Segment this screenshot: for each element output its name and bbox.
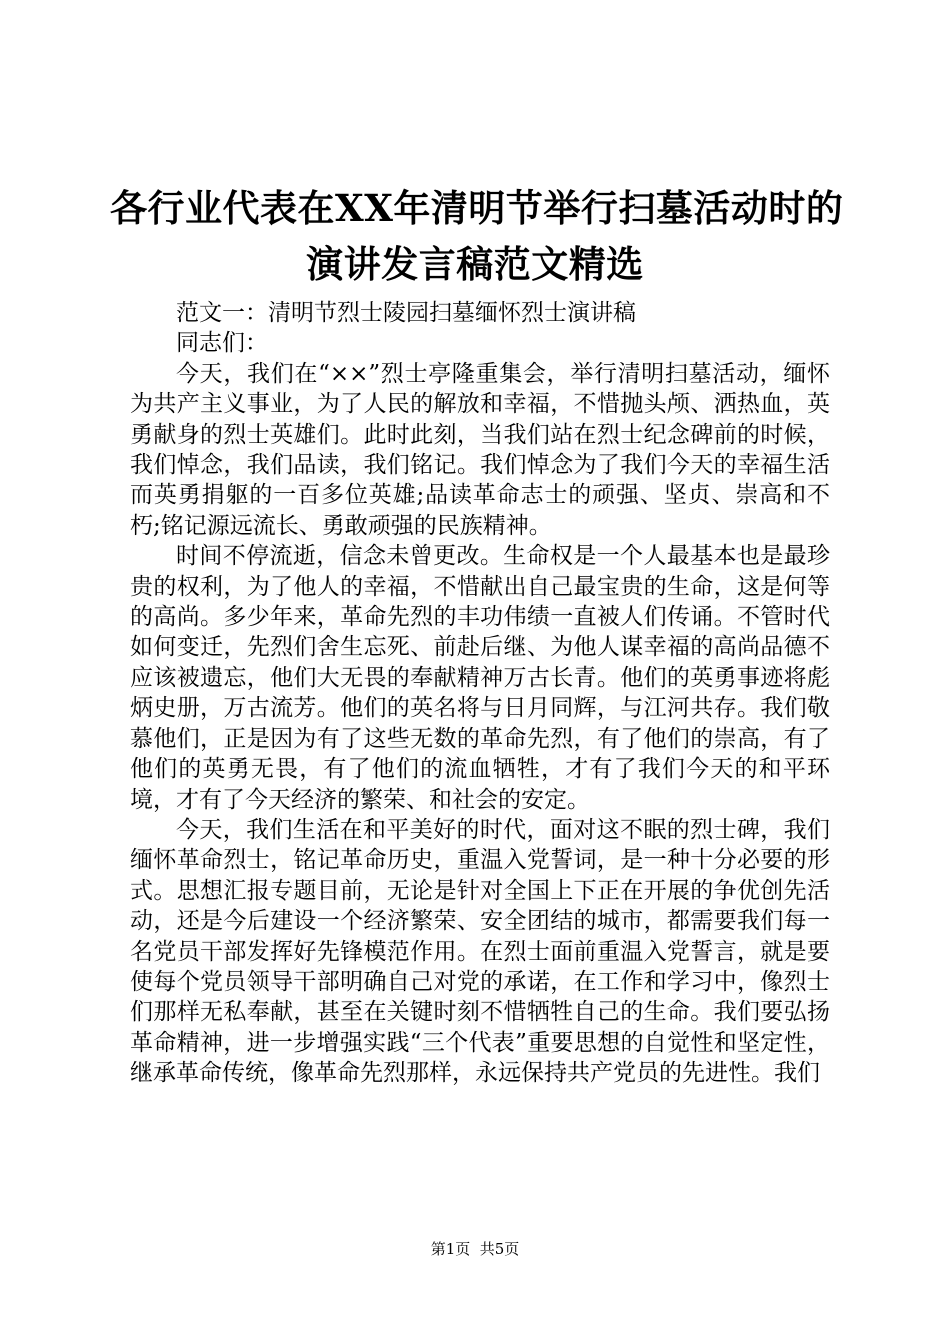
salutation: 同志们： [176, 330, 268, 357]
body-paragraph: 时间不停流逝，信念未曾更改。生命权是一个人最基本也是最珍贵的权利，为了他人的幸福，不惜献出自己最宝贵的生命，这是何等的高尚。多少年来，革命先烈的丰功伟绩一直被人们传诵。不管时代如何变迁，先烈们舍生忘死、前赴后继、为他人谋幸福的高尚品德不应该被遗忘，他们大无畏的奉献精神万古长青。他们的英勇事迹将彪炳史册，万古流芳。他们的英名将与日月同辉，与江河共存。我们敬慕他们，正是因为有了这些无数的革命先烈，有了他们的崇高，有了他们的英勇无畏，有了他们的流血牺牲，才有了我们今天的和平环境，才有了今天经济的繁荣、和社会的安定。 [130, 543, 830, 813]
document-title-line-1: 各行业代表在XX年清明节举行扫墓活动时的 [110, 186, 844, 230]
document-title-line-2: 演讲发言稿范文精选 [306, 242, 644, 286]
body-paragraph: 今天，我们生活在和平美好的时代，面对这不眠的烈士碑，我们缅怀革命烈士，铭记革命历史，重温入党誓词，是一种十分必要的形式。思想汇报专题目前，无论是针对全国上下正在开展的争优创先活动，还是今后建设一个经济繁荣、安全团结的城市，都需要我们每一名党员干部发挥好先锋模范作用。在烈士面前重温入党誓言，就是要使每个党员领导干部明确自己对党的承诺，在工作和学习中，像烈士们那样无私奉献，甚至在关键时刻不惜牺牲自己的生命。我们要弘扬革命精神，进一步增强实践“三个代表”重要思想的自觉性和坚定性，继承革命传统，像革命先烈那样，永远保持共产党员的先进性。我们 [130, 816, 830, 1087]
page-number-footer: 第1页 共5页 [430, 1240, 520, 1258]
document-body [130, 298, 830, 1089]
sample-heading: 范文一：清明节烈士陵园扫墓缅怀烈士演讲稿 [176, 300, 636, 326]
body-paragraph: 今天，我们在“××”烈士亭隆重集会，举行清明扫墓活动，缅怀为共产主义事业，为了人民的解放和幸福，不惜抛头颅、洒热血，英勇献身的烈士英雄们。此时此刻，当我们站在烈士纪念碑前的时候，我们悼念，我们品读，我们铭记。我们悼念为了我们今天的幸福生活而英勇捐躯的一百多位英雄;品读革命志士的顽强、坚贞、崇高和不朽;铭记源远流长、勇敢顽强的民族精神。 [130, 360, 830, 539]
